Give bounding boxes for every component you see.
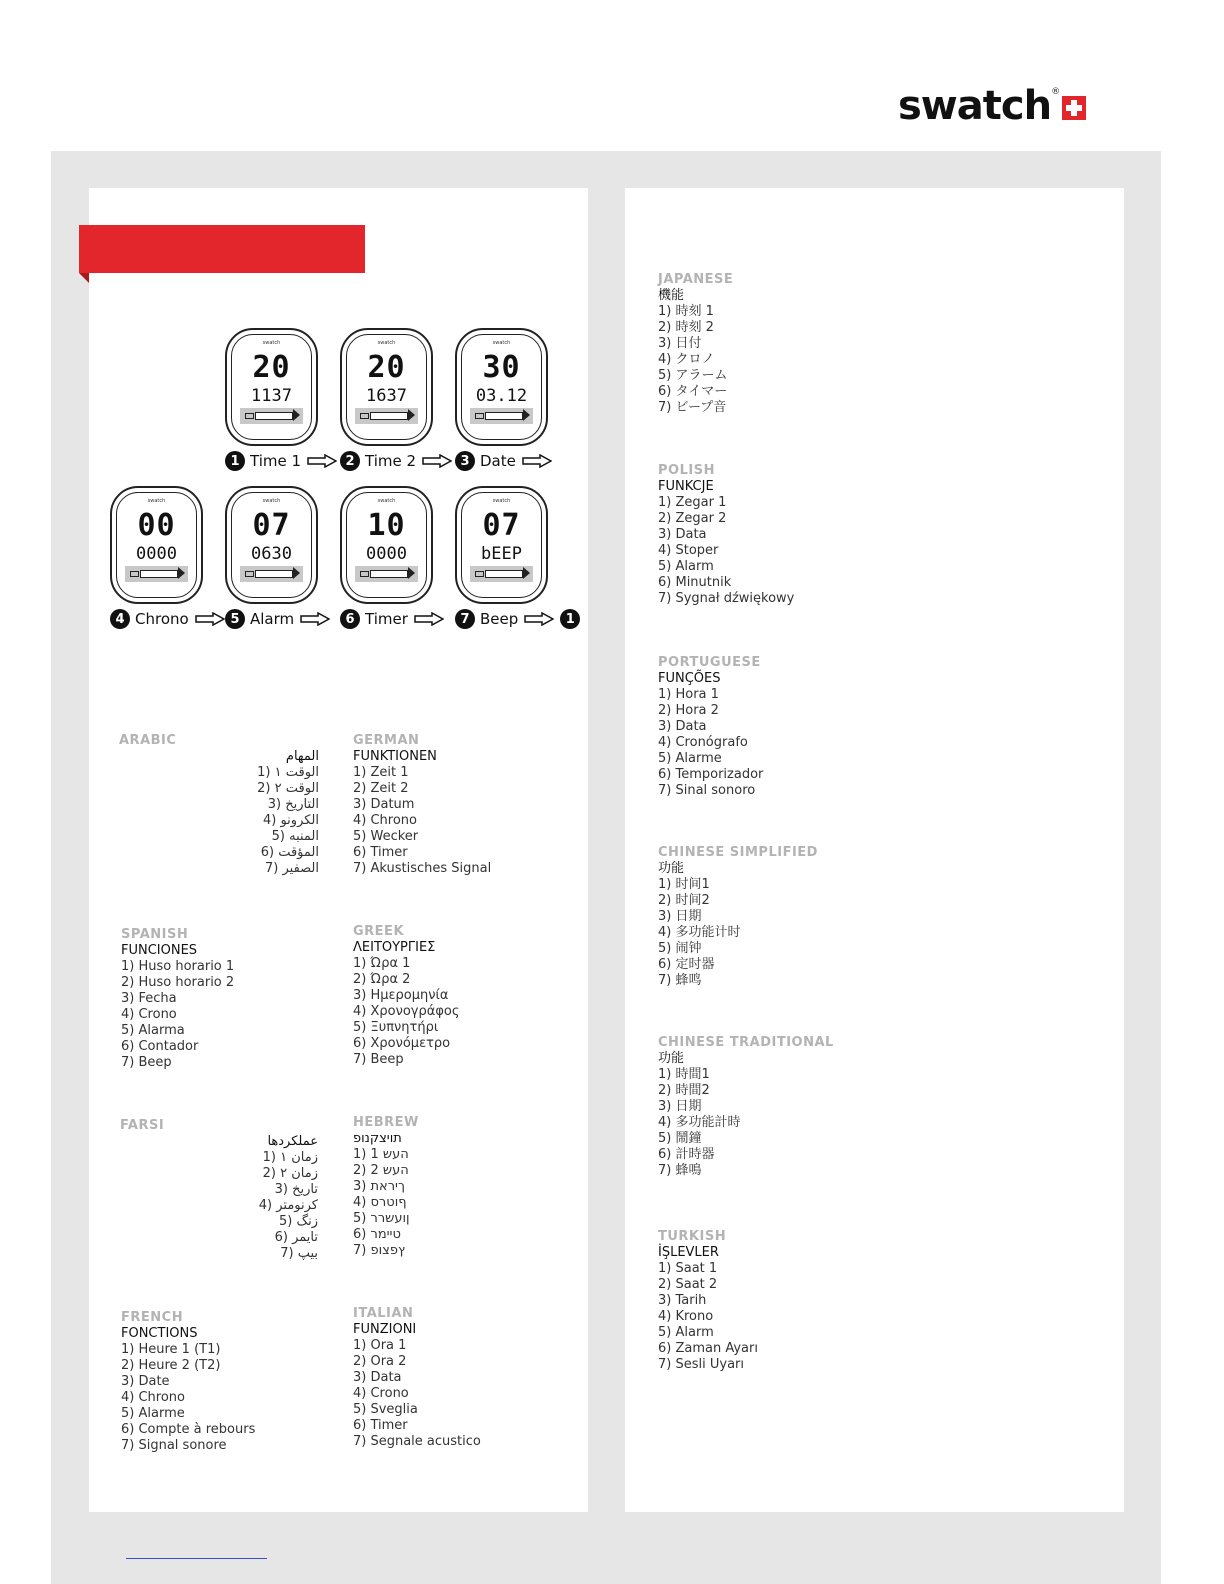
lang-name: SPANISH <box>121 927 189 942</box>
lang-item: 5) Sveglia <box>353 1402 418 1417</box>
lang-item: 6) Χρονόμετρο <box>353 1036 451 1051</box>
watch-cells-icon <box>475 413 484 419</box>
lang-item: 7) Akustisches Signal <box>353 861 492 876</box>
lang-item: 3) Date <box>121 1374 170 1389</box>
step-label: Alarm <box>250 610 295 628</box>
watch-arrow-icon <box>255 412 293 420</box>
watch-brand: swatch <box>492 340 511 346</box>
lang-french <box>121 1310 255 1454</box>
watch-big-digits: 10 <box>367 508 406 543</box>
step-number: 5 <box>225 609 245 629</box>
lang-item: 5) Alarma <box>121 1023 185 1038</box>
lang-name: FARSI <box>120 1118 165 1133</box>
lang-title: عملکردها <box>267 1134 318 1149</box>
lang-item: 2) Hora 2 <box>658 703 719 718</box>
lang-name: PORTUGUESE <box>658 655 761 670</box>
lang-item: 1) Zeit 1 <box>353 765 409 780</box>
lang-item: 7) الصفير <box>264 861 319 876</box>
lang-item: 6) タイマー <box>658 384 728 399</box>
lang-title: المهام <box>285 749 319 764</box>
watch-cells-icon <box>360 571 369 577</box>
watch-brand: swatch <box>377 340 396 346</box>
step-number: 6 <box>340 609 360 629</box>
lang-item: 4) Crono <box>121 1007 177 1022</box>
lang-title: 功能 <box>658 861 685 876</box>
lang-name: JAPANESE <box>658 272 734 287</box>
watch-small-digits: bEEP <box>481 544 522 564</box>
lang-item: 6) 定时器 <box>658 957 715 972</box>
footer-link-underline[interactable] <box>126 1558 267 1559</box>
lang-name: HEBREW <box>353 1115 419 1130</box>
lang-item: 4) 多功能計時 <box>658 1115 741 1130</box>
lang-item: 4) کرنومتر <box>258 1198 318 1213</box>
lang-item: 6) Timer <box>353 845 408 860</box>
lang-name: GREEK <box>353 924 405 939</box>
lang-item: 5) 闹钟 <box>658 941 702 956</box>
lang-item: 5) Alarm <box>658 559 714 574</box>
step-beep <box>455 608 585 630</box>
lang-item: 4) ףוטרס <box>353 1195 407 1210</box>
arrow-right-icon <box>414 612 444 626</box>
lang-title: ΛΕΙΤΟΥΡΓΙΕΣ <box>353 940 436 955</box>
lang-item: 5) Alarme <box>658 751 722 766</box>
step-label: Time 1 <box>250 452 302 470</box>
lang-greek <box>353 924 459 1068</box>
lang-item: 3) Data <box>658 719 707 734</box>
lang-title: 機能 <box>658 288 685 303</box>
watch-cells-icon <box>360 413 369 419</box>
watch-brand: swatch <box>262 340 281 346</box>
lang-item: 1) الوقت ١ <box>257 765 319 780</box>
lang-item: 5) المنبه <box>271 829 319 844</box>
lang-item: 5) Alarm <box>658 1325 714 1340</box>
lang-item: 2) Zeit 2 <box>353 781 409 796</box>
arrow-right-icon <box>422 454 452 468</box>
lang-item: 5) Alarme <box>121 1406 185 1421</box>
lang-item: 7) ビープ音 <box>658 400 727 415</box>
lang-item: 5) زنگ <box>278 1214 318 1229</box>
lang-spanish <box>121 927 234 1071</box>
watch-big-digits: 00 <box>137 508 176 543</box>
watch-time1 <box>225 328 318 446</box>
red-banner <box>79 225 365 273</box>
watch-small-digits: 0630 <box>251 544 292 564</box>
lang-item: 3) 日付 <box>658 336 702 351</box>
lang-item: 1) زمان ۱ <box>262 1150 318 1165</box>
step-label: Time 2 <box>365 452 417 470</box>
lang-item: 6) Minutnik <box>658 575 732 590</box>
lang-item: 5) Wecker <box>353 829 419 844</box>
lang-name: POLISH <box>658 463 715 478</box>
lang-item: 6) Contador <box>121 1039 199 1054</box>
lang-item: 7) Segnale acustico <box>353 1434 481 1449</box>
step-number: 3 <box>455 451 475 471</box>
lang-item: 1) 时间1 <box>658 877 710 892</box>
lang-item: 5) Ξυπνητήρι <box>353 1020 439 1035</box>
watch-big-digits: 20 <box>252 350 291 385</box>
lang-item: 2) Huso horario 2 <box>121 975 235 990</box>
lang-name: ARABIC <box>119 733 177 748</box>
watch-small-digits: 03.12 <box>475 386 528 406</box>
lang-item: 4) Cronógrafo <box>658 735 748 750</box>
lang-item: 7) Beep <box>121 1055 172 1070</box>
watch-arrow-icon <box>370 570 408 578</box>
lang-item: 4) 多功能计时 <box>658 925 741 940</box>
swiss-cross-icon <box>1062 96 1086 120</box>
watch-timer <box>340 486 433 604</box>
lang-item: 2) Saat 2 <box>658 1277 718 1292</box>
watch-alarm <box>225 486 318 604</box>
watch-chrono <box>110 486 203 604</box>
logo-text: swatch <box>898 83 1052 129</box>
lang-item: 3) 日期 <box>658 909 702 924</box>
step-label: Timer <box>365 610 408 628</box>
red-banner-fold <box>79 273 89 283</box>
step-label: Chrono <box>135 610 189 628</box>
lang-item: 3) 日期 <box>658 1099 702 1114</box>
lang-farsi <box>120 1118 318 1262</box>
lang-item: 7) 蜂鳴 <box>658 1163 702 1178</box>
watch-arrow-icon <box>485 412 523 420</box>
watch-brand: swatch <box>377 498 396 504</box>
lang-item: 6) المؤقت <box>260 845 319 860</box>
watch-brand: swatch <box>147 498 166 504</box>
lang-item: 6) טיימר <box>353 1227 401 1242</box>
lang-item: 5) 鬧鐘 <box>658 1131 702 1146</box>
lang-item: 3) Data <box>353 1370 402 1385</box>
lang-polish <box>658 463 794 607</box>
arrow-right-icon <box>195 612 225 626</box>
watch-small-digits: 1137 <box>251 386 292 406</box>
step-chrono <box>110 608 225 630</box>
lang-item: 4) Chrono <box>353 813 417 828</box>
lang-title: FUNKCJE <box>658 479 714 494</box>
lang-item: 3) ךיראת <box>353 1179 405 1194</box>
step-number: 1 <box>225 451 245 471</box>
watch-arrow-icon <box>255 570 293 578</box>
step-number: 7 <box>455 609 475 629</box>
lang-item: 2) Heure 2 (T2) <box>121 1358 221 1373</box>
lang-item: 2) Zegar 2 <box>658 511 727 526</box>
lang-item: 1) Hora 1 <box>658 687 719 702</box>
watch-cells-icon <box>475 571 484 577</box>
lang-item: 3) Datum <box>353 797 415 812</box>
lang-item: 2) زمان ۲ <box>262 1166 318 1181</box>
arrow-right-icon <box>524 612 554 626</box>
lang-title: İŞLEVLER <box>658 1245 719 1260</box>
step-number-loop: 1 <box>560 609 580 629</box>
lang-item: 4) Χρονογράφος <box>353 1004 460 1019</box>
lang-name: ITALIAN <box>353 1306 414 1321</box>
lang-item: 7) Signal sonore <box>121 1438 227 1453</box>
step-number: 2 <box>340 451 360 471</box>
watch-brand: swatch <box>492 498 511 504</box>
lang-item: 6) تایمر <box>274 1230 318 1245</box>
lang-name: TURKISH <box>658 1229 727 1244</box>
lang-item: 4) Stoper <box>658 543 719 558</box>
lang-name: FRENCH <box>121 1310 184 1325</box>
arrow-right-icon <box>300 612 330 626</box>
lang-portuguese <box>658 655 763 799</box>
lang-item: 1) Ώρα 1 <box>353 956 411 971</box>
lang-title: FONCTIONS <box>121 1326 198 1341</box>
step-time1 <box>225 450 337 472</box>
swatch-logo <box>898 83 1086 129</box>
watch-big-digits: 20 <box>367 350 406 385</box>
lang-item: 1) Huso horario 1 <box>121 959 235 974</box>
lang-item: 4) Crono <box>353 1386 409 1401</box>
watch-date <box>455 328 548 446</box>
lang-item: 6) Zaman Ayarı <box>658 1341 758 1356</box>
step-time2 <box>340 450 452 472</box>
lang-item: 7) ץפצופ <box>353 1243 405 1258</box>
lang-item: 5) アラーム <box>658 368 728 383</box>
lang-item: 2) Ora 2 <box>353 1354 407 1369</box>
logo-registered-mark: ® <box>1051 87 1061 97</box>
step-timer <box>340 608 444 630</box>
lang-name: CHINESE TRADITIONAL <box>658 1035 834 1050</box>
lang-item: 2) الوقت ٢ <box>257 781 319 796</box>
step-label: Beep <box>480 610 519 628</box>
lang-item: 7) Sinal sonoro <box>658 783 756 798</box>
lang-item: 3) تاریخ <box>274 1182 318 1197</box>
lang-title: FUNCIONES <box>121 943 198 958</box>
watch-time2 <box>340 328 433 446</box>
lang-title: FUNKTIONEN <box>353 749 437 764</box>
lang-item: 1) Zegar 1 <box>658 495 727 510</box>
lang-item: 2) 時刻 2 <box>658 320 714 335</box>
watch-cells-icon <box>130 571 139 577</box>
watch-beep <box>455 486 548 604</box>
lang-hebrew <box>353 1115 419 1259</box>
lang-chinese-traditional <box>658 1035 834 1179</box>
lang-item: 1) 時間1 <box>658 1067 710 1082</box>
step-number: 4 <box>110 609 130 629</box>
lang-item: 7) Sesli Uyarı <box>658 1357 744 1372</box>
lang-item: 4) Chrono <box>121 1390 185 1405</box>
lang-item: 2) 時間2 <box>658 1083 710 1098</box>
arrow-right-icon <box>307 454 337 468</box>
lang-item: 1) Ora 1 <box>353 1338 407 1353</box>
lang-name: CHINESE SIMPLIFIED <box>658 845 818 860</box>
lang-name: GERMAN <box>353 733 420 748</box>
watch-brand: swatch <box>262 498 281 504</box>
lang-item: 4) クロノ <box>658 352 715 367</box>
watch-arrow-icon <box>370 412 408 420</box>
lang-item: 2) העש 2 <box>353 1163 409 1178</box>
lang-item: 1) העש 1 <box>353 1147 409 1162</box>
lang-item: 3) Ημερομηνία <box>353 988 449 1003</box>
step-date <box>455 450 552 472</box>
lang-item: 6) Temporizador <box>658 767 764 782</box>
lang-item: 3) Data <box>658 527 707 542</box>
lang-title: 功能 <box>658 1051 685 1066</box>
lang-item: 6) 計時器 <box>658 1147 715 1162</box>
lang-item: 1) Heure 1 (T1) <box>121 1342 221 1357</box>
watch-big-digits: 07 <box>252 508 291 543</box>
lang-arabic <box>119 733 319 877</box>
watch-small-digits: 1637 <box>366 386 407 406</box>
lang-chinese-simplified <box>658 845 818 989</box>
lang-item: 4) الكرونو <box>262 813 319 828</box>
lang-item: 6) Timer <box>353 1418 408 1433</box>
lang-item: 4) Krono <box>658 1309 714 1324</box>
lang-item: 5) ןועשרר <box>353 1211 410 1226</box>
lang-item: 3) التاريخ <box>267 797 319 812</box>
lang-item: 2) 时间2 <box>658 893 710 908</box>
arrow-right-icon <box>522 454 552 468</box>
step-alarm <box>225 608 330 630</box>
lang-japanese <box>658 272 733 416</box>
watch-big-digits: 07 <box>482 508 521 543</box>
lang-item: 1) Saat 1 <box>658 1261 718 1276</box>
watch-arrow-icon <box>140 570 178 578</box>
lang-item: 7) 蜂鸣 <box>658 973 702 988</box>
lang-item: 6) Compte à rebours <box>121 1422 256 1437</box>
lang-title: FUNÇÕES <box>658 671 721 686</box>
watch-small-digits: 0000 <box>136 544 177 564</box>
lang-item: 7) Sygnał dźwiękowy <box>658 591 795 606</box>
lang-item: 3) Tarih <box>658 1293 707 1308</box>
lang-title: תויצקנופ <box>353 1131 402 1146</box>
watch-arrow-icon <box>485 570 523 578</box>
watch-big-digits: 30 <box>482 350 521 385</box>
watch-small-digits: 0000 <box>366 544 407 564</box>
lang-item: 1) 時刻 1 <box>658 304 714 319</box>
lang-item: 2) Ώρα 2 <box>353 972 411 987</box>
watch-cells-icon <box>245 571 254 577</box>
lang-title: FUNZIONI <box>353 1322 417 1337</box>
lang-italian <box>353 1306 481 1450</box>
watch-cells-icon <box>245 413 254 419</box>
lang-item: 7) Beep <box>353 1052 404 1067</box>
lang-turkish <box>658 1229 758 1373</box>
lang-item: 7) بیپ <box>280 1246 318 1261</box>
lang-item: 3) Fecha <box>121 991 177 1006</box>
step-label: Date <box>480 452 516 470</box>
lang-german <box>353 733 491 877</box>
